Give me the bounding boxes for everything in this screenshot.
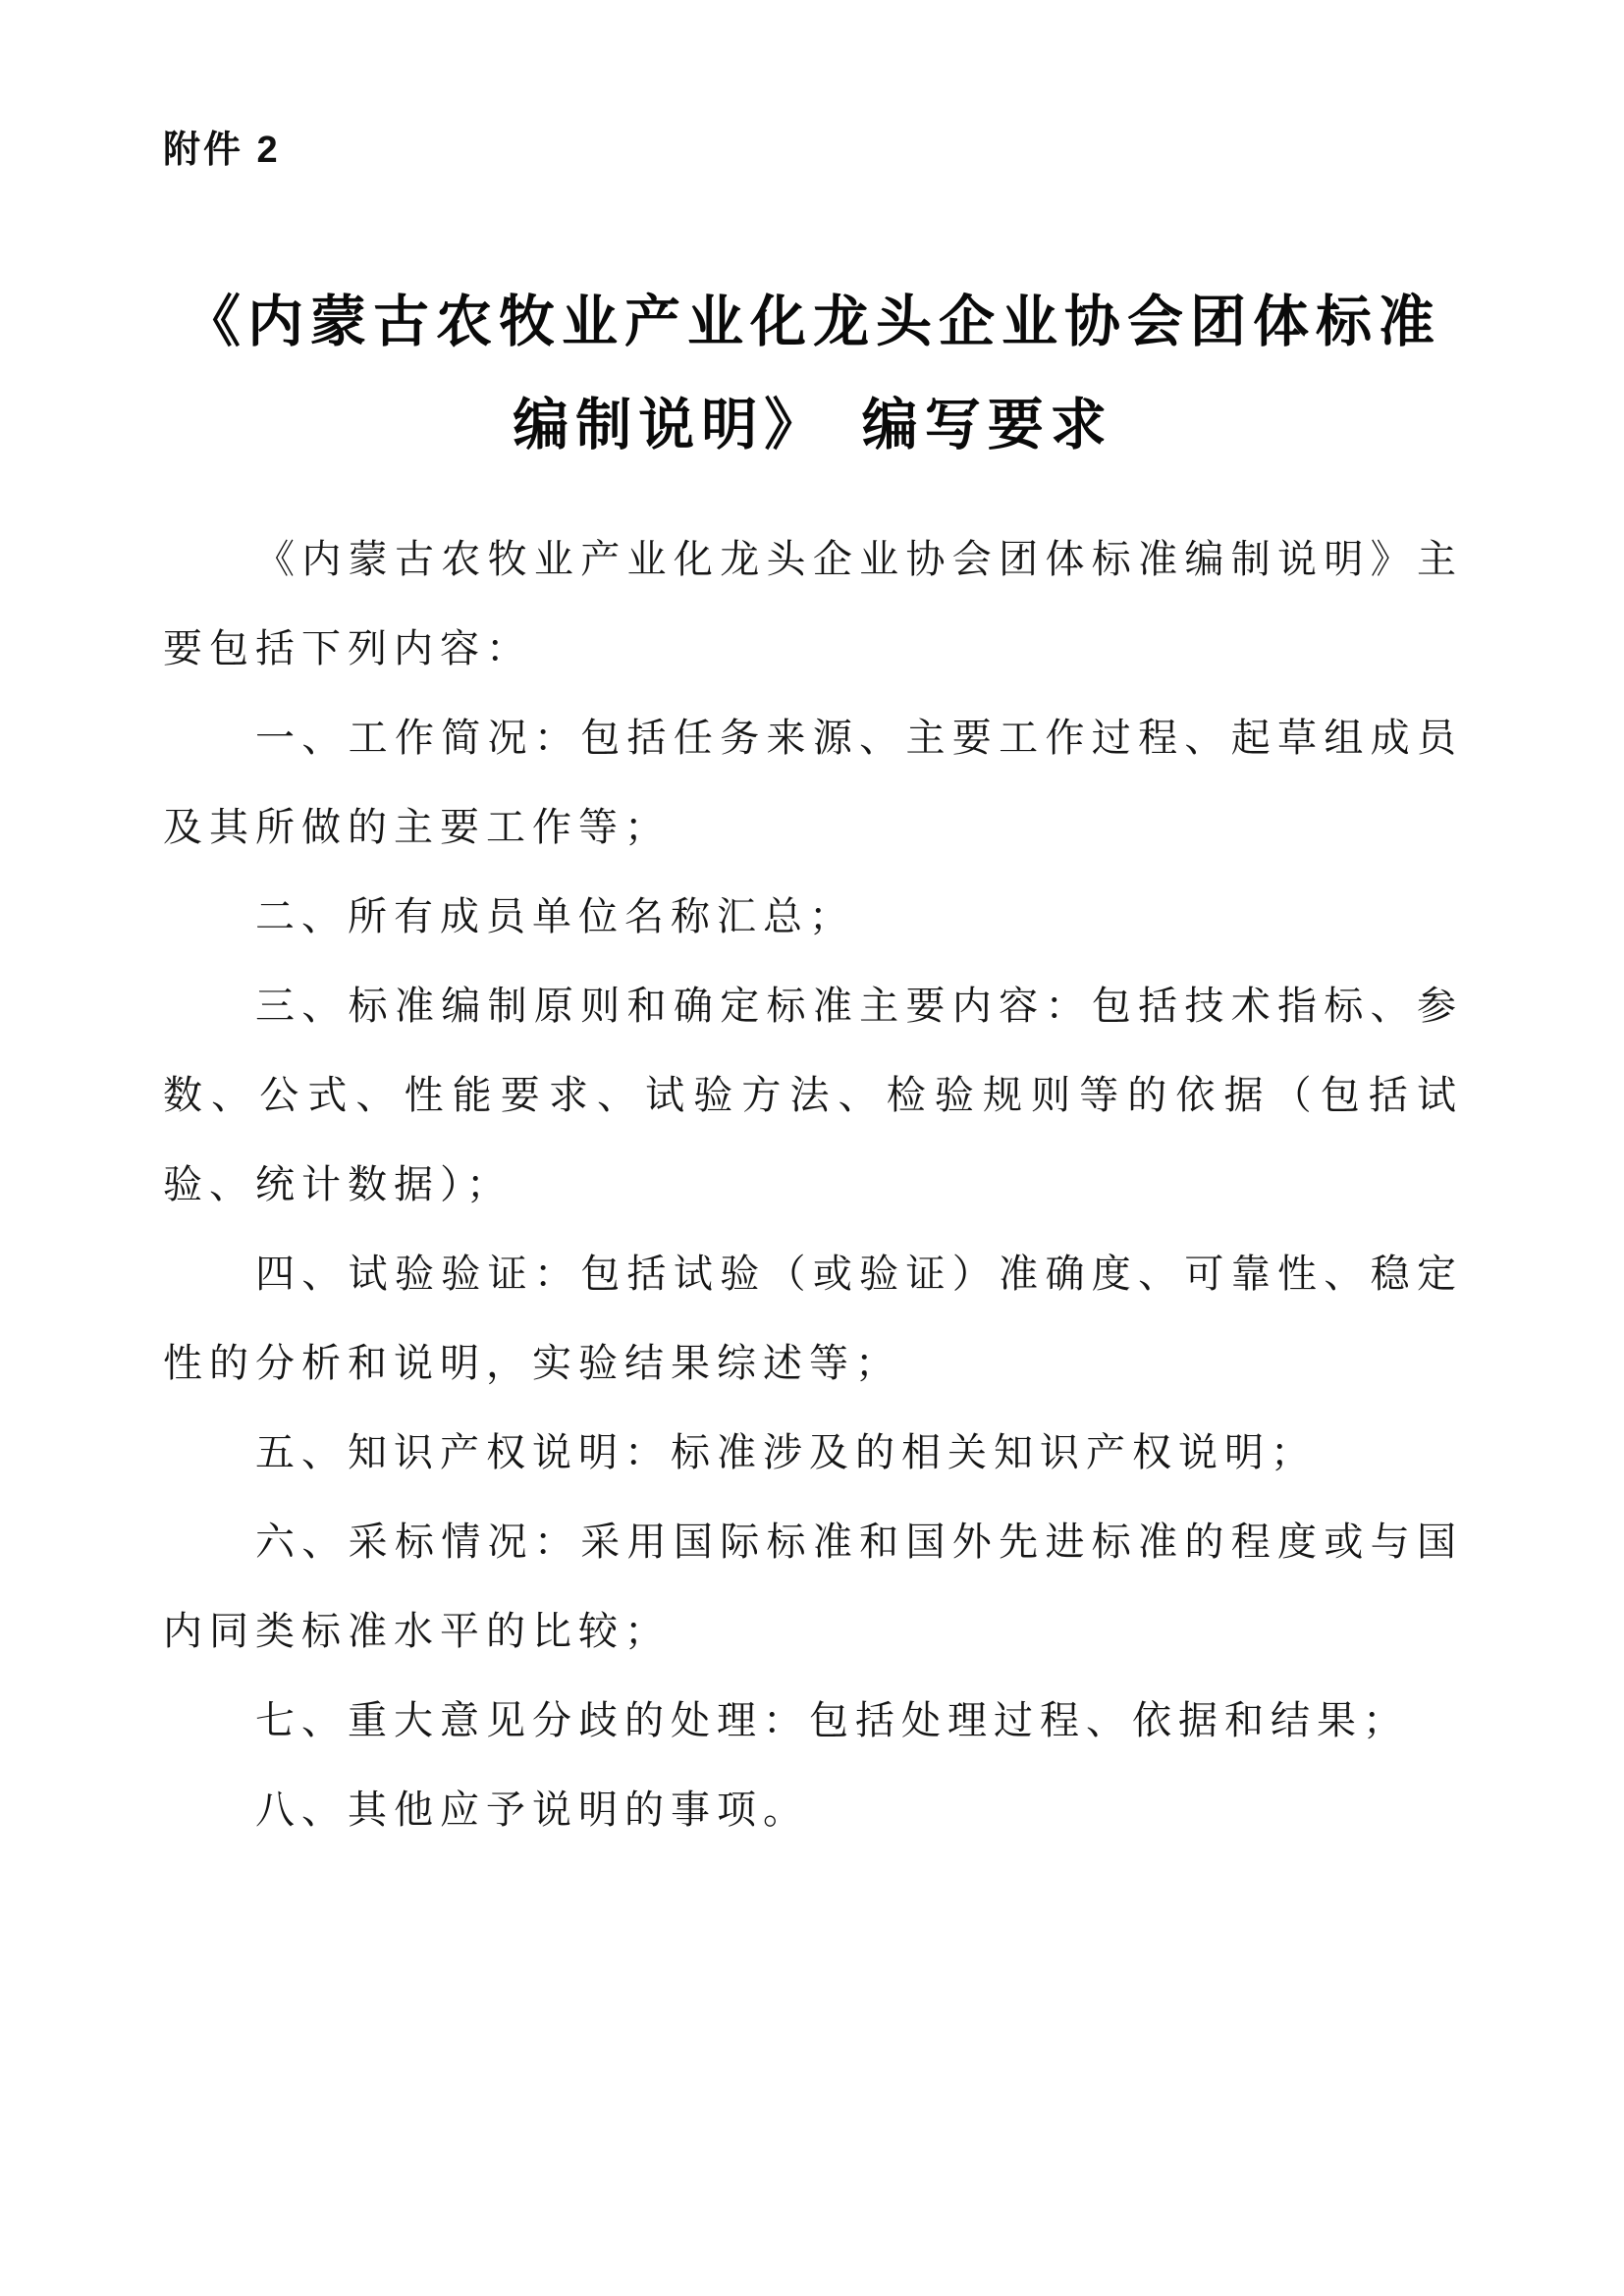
paragraph-item-8: 八、其他应予说明的事项。 [255,1788,809,1833]
document-body [163,514,1463,1854]
document-title [163,271,1463,477]
paragraph-item-2: 二、所有成员单位名称汇总； [255,894,855,939]
paragraph-intro: 《内蒙古农牧业产业化龙头企业协会团体标准编制说明》主要包括下列内容： [163,537,1463,671]
attachment-label: 附件 2 [163,130,281,171]
paragraph-item-4: 四、试验验证：包括试验（或验证）准确度、可靠性、稳定性的分析和说明，实验结果综述等； [163,1252,1463,1386]
document-title-line-1: 《内蒙古农牧业产业化龙头企业协会团体标准 [185,292,1441,353]
paragraph-item-1: 一、工作简况：包括任务来源、主要工作过程、起草组成员及其所做的主要工作等； [163,716,1463,850]
paragraph-item-5: 五、知识产权说明：标准涉及的相关知识产权说明； [255,1430,1317,1475]
paragraph-item-7: 七、重大意见分歧的处理：包括处理过程、依据和结果； [255,1698,1409,1743]
paragraph-item-3: 三、标准编制原则和确定标准主要内容：包括技术指标、参数、公式、性能要求、试验方法、检验规则等的依据（包括试验、统计数据）； [163,984,1463,1207]
document-title-line-2: 编制说明》 编写要求 [513,395,1113,456]
paragraph-item-6: 六、采标情况：采用国际标准和国外先进标准的程度或与国内同类标准水平的比较； [163,1520,1463,1654]
